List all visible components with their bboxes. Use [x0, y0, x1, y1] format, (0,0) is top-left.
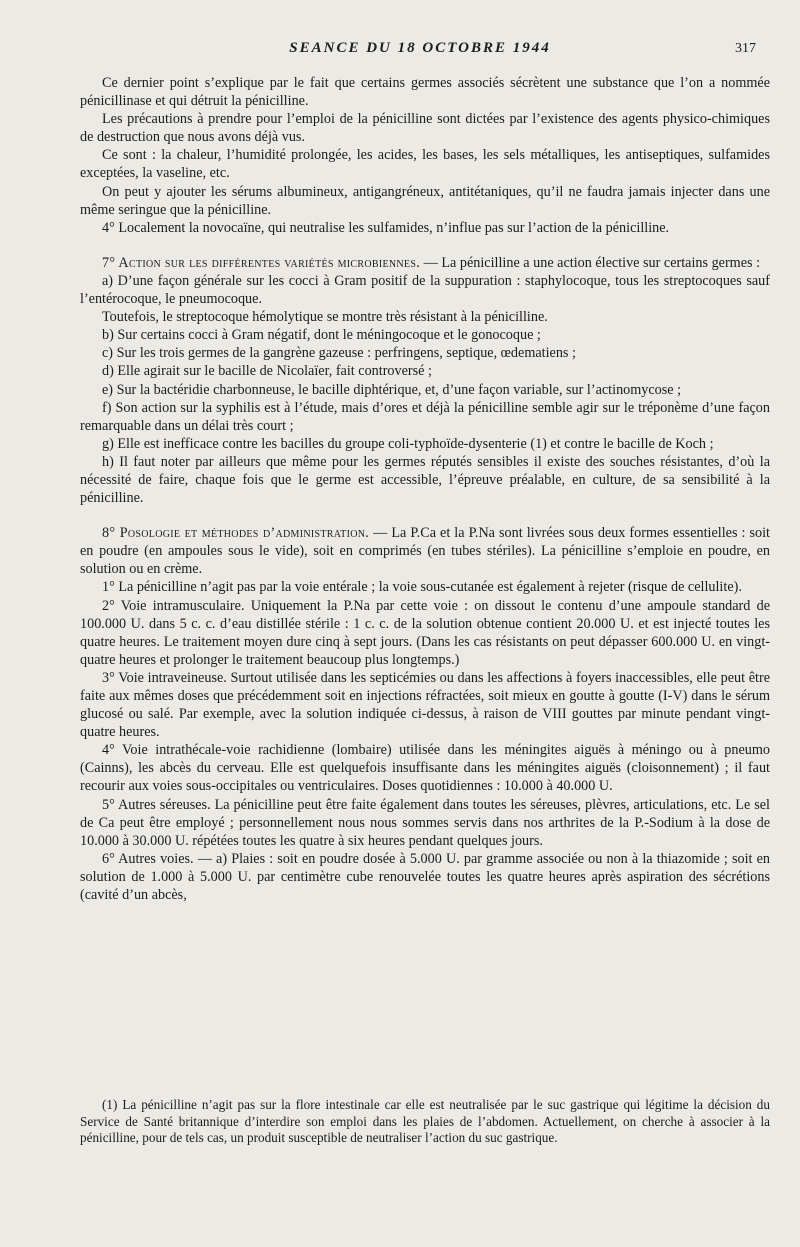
section-7-paragraph [80, 254, 770, 272]
list-item: f) Son action sur la syphilis est à l’étude, mais d’ores et déjà la pénicilline semble agir sur le tréponème d’une façon remarquable dans un délai très court ; [80, 399, 770, 434]
list-item: h) Il faut noter par ailleurs que même pour les germes réputés sensibles il existe des souches résistantes, d’où la nécessité de faire, chaque fois que le germe est accessible, l’épreuve préalable, en culture, de sa sensibilité à la pénicilline. [80, 453, 770, 507]
section-8-heading: 8° Posologie et méthodes d’administration. [102, 525, 370, 542]
paragraph: Ce dernier point s’explique par le fait que certains germes associés sécrètent une substance que l’on a nommée pénicillinase et qui détruit la pénicilline. [80, 75, 770, 110]
paragraph: Les précautions à prendre pour l’emploi de la pénicilline sont dictées par l’existence des agents physico-chimiques de destruction que nous avons déjà vus. [80, 111, 770, 146]
list-item: 6° Autres voies. — a) Plaies : soit en poudre dosée à 5.000 U. par gramme associée ou non à la thiazomide ; soit en solution de 1.000 à 5.000 U. par centimètre cube renouvelée toutes les quatre heures après aspiration des sécrétions (cavité d’un abcès, [80, 850, 770, 904]
list-item: 3° Voie intraveineuse. Surtout utilisée dans les septicémies ou dans les affections à foyers inaccessibles, elle peut être faite aux mêmes doses que précédemment soit en injections réfractées, soit mieux en goutte à goutte (I-V) dans le sérum glucosé ou salé. Par exemple, avec la solution indiquée ci-dessus, à raison de VIII gouttes par minute pendant vingt-quatre heures. [80, 669, 770, 741]
list-item: g) Elle est inefficace contre les bacilles du groupe coli-typhoïde-dysenterie (1) et contre le bacille de Koch ; [102, 435, 714, 452]
list-item: 2° Voie intramusculaire. Uniquement la P.Na par cette voie : on dissout le contenu d’une ampoule standard de 100.000 U. dans 5 c. c. d’eau distillée stérile : 1 c. c. de la solution obtenue contient 20.000 U. et est injecté toutes les quatre heures. Le traitement moyen dure cinq à sept jours. (Dans les cas résistants on peut dépasser 600.000 U. en vingt-quatre heures et prolonger le traitement beaucoup plus longtemps.) [80, 597, 770, 668]
section-spacer [80, 507, 770, 524]
list-item: a) D’une façon générale sur les cocci à Gram positif de la suppuration : staphylocoque, tous les streptocoques sauf l’entérocoque, le pneumocoque. [80, 272, 770, 308]
list-item: d) Elle agirait sur le bacille de Nicolaïer, fait controversé ; [102, 363, 432, 380]
section-8-lead: — La P.Ca et la P.Na sont livrées sous deux formes essentielles : soit en poudre (en ampoules sous le vide), soit en comprimés (en tubes stériles). La pénicilline s’emploie en poudre, en solution ou en crème. [80, 525, 770, 578]
running-title: SEANCE DU 18 OCTOBRE 1944 [289, 40, 551, 56]
body-text [80, 74, 770, 904]
section-7-heading: 7° Action sur les différentes variétés microbiennes. [102, 254, 421, 271]
page-number: 317 [735, 41, 756, 56]
list-item: b) Sur certains cocci à Gram négatif, dont le méningocoque et le gonocoque ; [102, 327, 541, 344]
footnote-text: (1) La pénicilline n’agit pas sur la flore intestinale car elle est neutralisée par le suc gastrique qui légitime la décision du Service de Santé britannique d’interdire son emploi dans les plaies de l’abdomen. Actuellement, on cherche à associer à la pénicilline, pour de tels cas, un produit susceptible de neutraliser l’action du suc gastrique. [80, 1097, 770, 1146]
list-item: Toutefois, le streptocoque hémolytique se montre très résistant à la pénicilline. [102, 309, 548, 326]
paragraph: On peut y ajouter les sérums albumineux, antigangréneux, antitétaniques, qu’il ne faudra jamais injecter dans une même seringue que la pénicilline. [80, 183, 770, 218]
list-item: c) Sur les trois germes de la gangrène gazeuse : perfringens, septique, œdematiens ; [102, 345, 576, 362]
paragraph: Ce sont : la chaleur, l’humidité prolongée, les acides, les bases, les sels métalliques, les antiseptiques, sulfamides exceptées, la vaseline, etc. [80, 147, 770, 182]
footnote [80, 1097, 770, 1147]
list-item: e) Sur la bactéridie charbonneuse, le bacille diphtérique, et, d’une façon variable, sur l’actinomycose ; [102, 381, 682, 398]
list-item: 5° Autres séreuses. La pénicilline peut être faite également dans toutes les séreuses, plèvres, articulations, etc. Le sel de Ca peut être employé ; personnellement nous nous sommes servis dans nos arthrites de la P.-Sodium à la dose de 10.000 à 30.000 U. répétées toutes les quatre à six heures pendant quelques jours. [80, 796, 770, 849]
section-spacer [80, 237, 770, 254]
list-item: 1° La pénicilline n’agit pas par la voie entérale ; la voie sous-cutanée est également à rejeter (risque de cellulite). [102, 579, 742, 596]
section-8-paragraph [80, 524, 770, 578]
paragraph: 4° Localement la novocaïne, qui neutralise les sulfamides, n’influe pas sur l’action de la pénicilline. [102, 219, 670, 236]
page-header [80, 40, 760, 62]
section-7-lead: — La pénicilline a une action élective sur certains germes : [420, 254, 761, 271]
list-item: 4° Voie intrathécale-voie rachidienne (lombaire) utilisée dans les méningites aiguës à méningo ou à pneumo (Cainns), les abcès du cerveau. Elle est quelquefois insuffisante dans les méningites aiguës (cloisonnement) ; il faut recourir aux voies sous-occipitales ou ventriculaires. Doses quotidiennes : 10.000 à 40.000 U. [80, 742, 770, 795]
